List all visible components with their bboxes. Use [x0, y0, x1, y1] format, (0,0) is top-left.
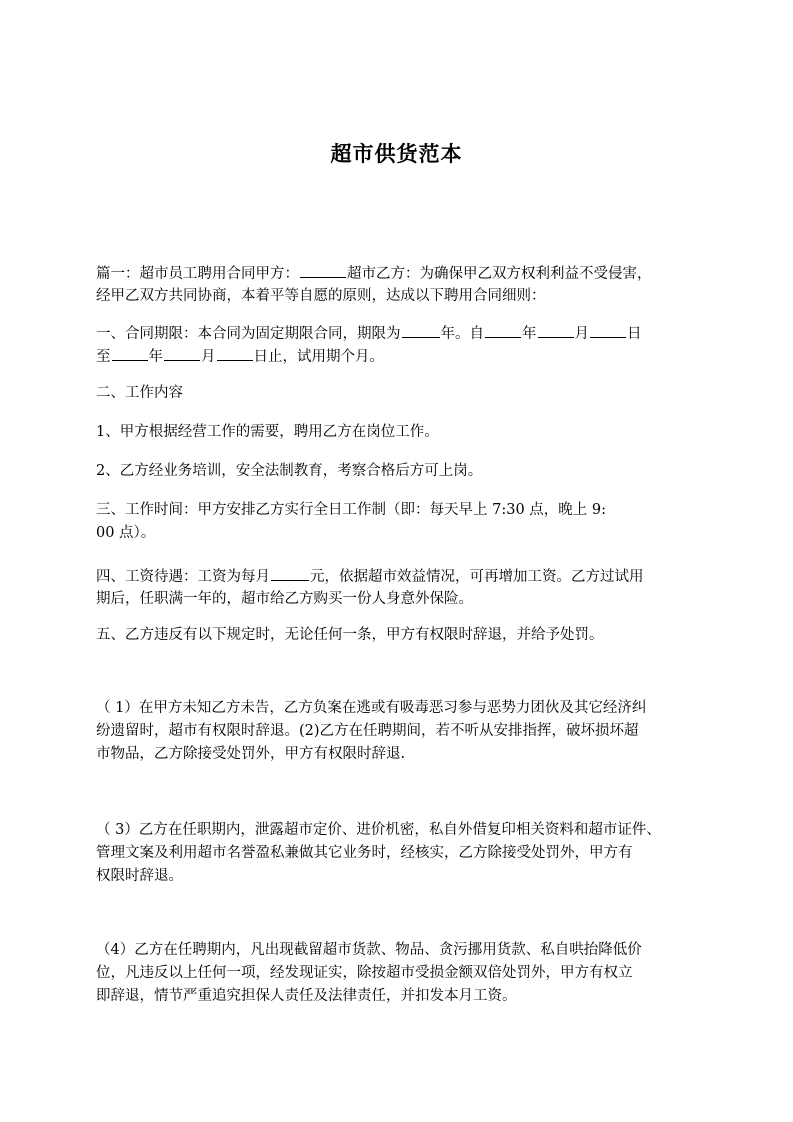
work-item-2: 2、乙方经业务培训，安全法制教育，考察合格后方可上岗。 [96, 463, 483, 479]
term-text: 至 [96, 349, 111, 365]
intro-paragraph [96, 262, 708, 308]
term-years-blank [402, 322, 440, 338]
salary-text: 期后，任职满一年的，超市给乙方购买一份人身意外保险。 [96, 591, 473, 607]
term-text: 日 [627, 326, 642, 342]
salary-amount-blank [271, 565, 309, 581]
term-text: 月 [574, 326, 589, 342]
rule-text: 市物品，乙方除接受处罚外，甲方有权限时辞退. [96, 746, 406, 762]
term-text: 月 [201, 349, 216, 365]
work-hours-paragraph [96, 499, 708, 545]
work-content-heading: 二、工作内容 [96, 385, 183, 401]
hours-text: 三、工作时间：甲方安排乙方实行全日工作制（即：每天早上 7:30 点，晚上 9: [96, 502, 606, 518]
term-text: 日止，试用期个月。 [253, 349, 384, 365]
salary-paragraph [96, 565, 708, 611]
salary-text: 元，依据超市效益情况，可再增加工资。乙方过试用 [310, 569, 644, 585]
rule-4-paragraph [96, 939, 708, 1008]
end-year-blank [112, 345, 148, 361]
rule-text: （ 3）乙方在任职期内，泄露超市定价、进价机密，私自外借复印相关资料和超市证件、 [96, 822, 661, 838]
rule-text: 权限时辞退。 [96, 868, 183, 884]
contract-term-paragraph [96, 322, 708, 368]
term-text: 年。自 [440, 326, 484, 342]
end-day-blank [217, 345, 253, 361]
start-day-blank [590, 322, 626, 338]
rule-text: 即辞退，情节严重追究担保人责任及法律责任，并扣发本月工资。 [96, 988, 517, 1004]
intro-text: 经甲乙双方共同协商，本着平等自愿的原则，达成以下聘用合同细则： [96, 288, 546, 304]
start-month-blank [538, 322, 574, 338]
term-text: 一、合同期限：本合同为固定期限合同，期限为 [96, 326, 401, 342]
party-a-blank [300, 262, 346, 278]
intro-text: 超市乙方：为确保甲乙双方权利利益不受侵害， [347, 266, 652, 282]
document-title: 超市供货范本 [330, 142, 463, 166]
start-year-blank [485, 322, 521, 338]
rule-1-2-paragraph [96, 697, 708, 766]
rule-text: （4）乙方在任聘期内，凡出现截留超市货款、物品、贪污挪用货款、私自哄抬降低价 [96, 942, 642, 958]
rule-text: 位，凡违反以上任何一项，经发现证实，除按超市受损金额双倍处罚外，甲方有权立 [96, 965, 633, 981]
rule-text: （ 1）在甲方未知乙方未告，乙方负案在逃或有吸毒恶习参与恶势力团伙及其它经济纠 [96, 700, 647, 716]
end-month-blank [164, 345, 200, 361]
term-text: 年 [148, 349, 163, 365]
rule-text: 管理文案及利用超市名誉盈私兼做其它业务时，经核实，乙方除接受处罚外，甲方有 [96, 845, 633, 861]
work-item-1: 1、甲方根据经营工作的需要，聘用乙方在岗位工作。 [96, 424, 439, 440]
hours-text: 00 点）。 [96, 525, 156, 541]
term-text: 年 [522, 326, 537, 342]
rule-text: 纷遗留时，超市有权限时辞退。(2)乙方在任聘期间，若不听从安排指挥，破坏损坏超 [96, 723, 639, 739]
violation-paragraph: 五、乙方违反有以下规定时，无论任何一条，甲方有权限时辞退，并给予处罚。 [96, 627, 604, 643]
intro-text: 篇一：超市员工聘用合同甲方： [96, 266, 299, 282]
rule-3-paragraph [96, 819, 708, 888]
salary-text: 四、工资待遇：工资为每月 [96, 569, 270, 585]
